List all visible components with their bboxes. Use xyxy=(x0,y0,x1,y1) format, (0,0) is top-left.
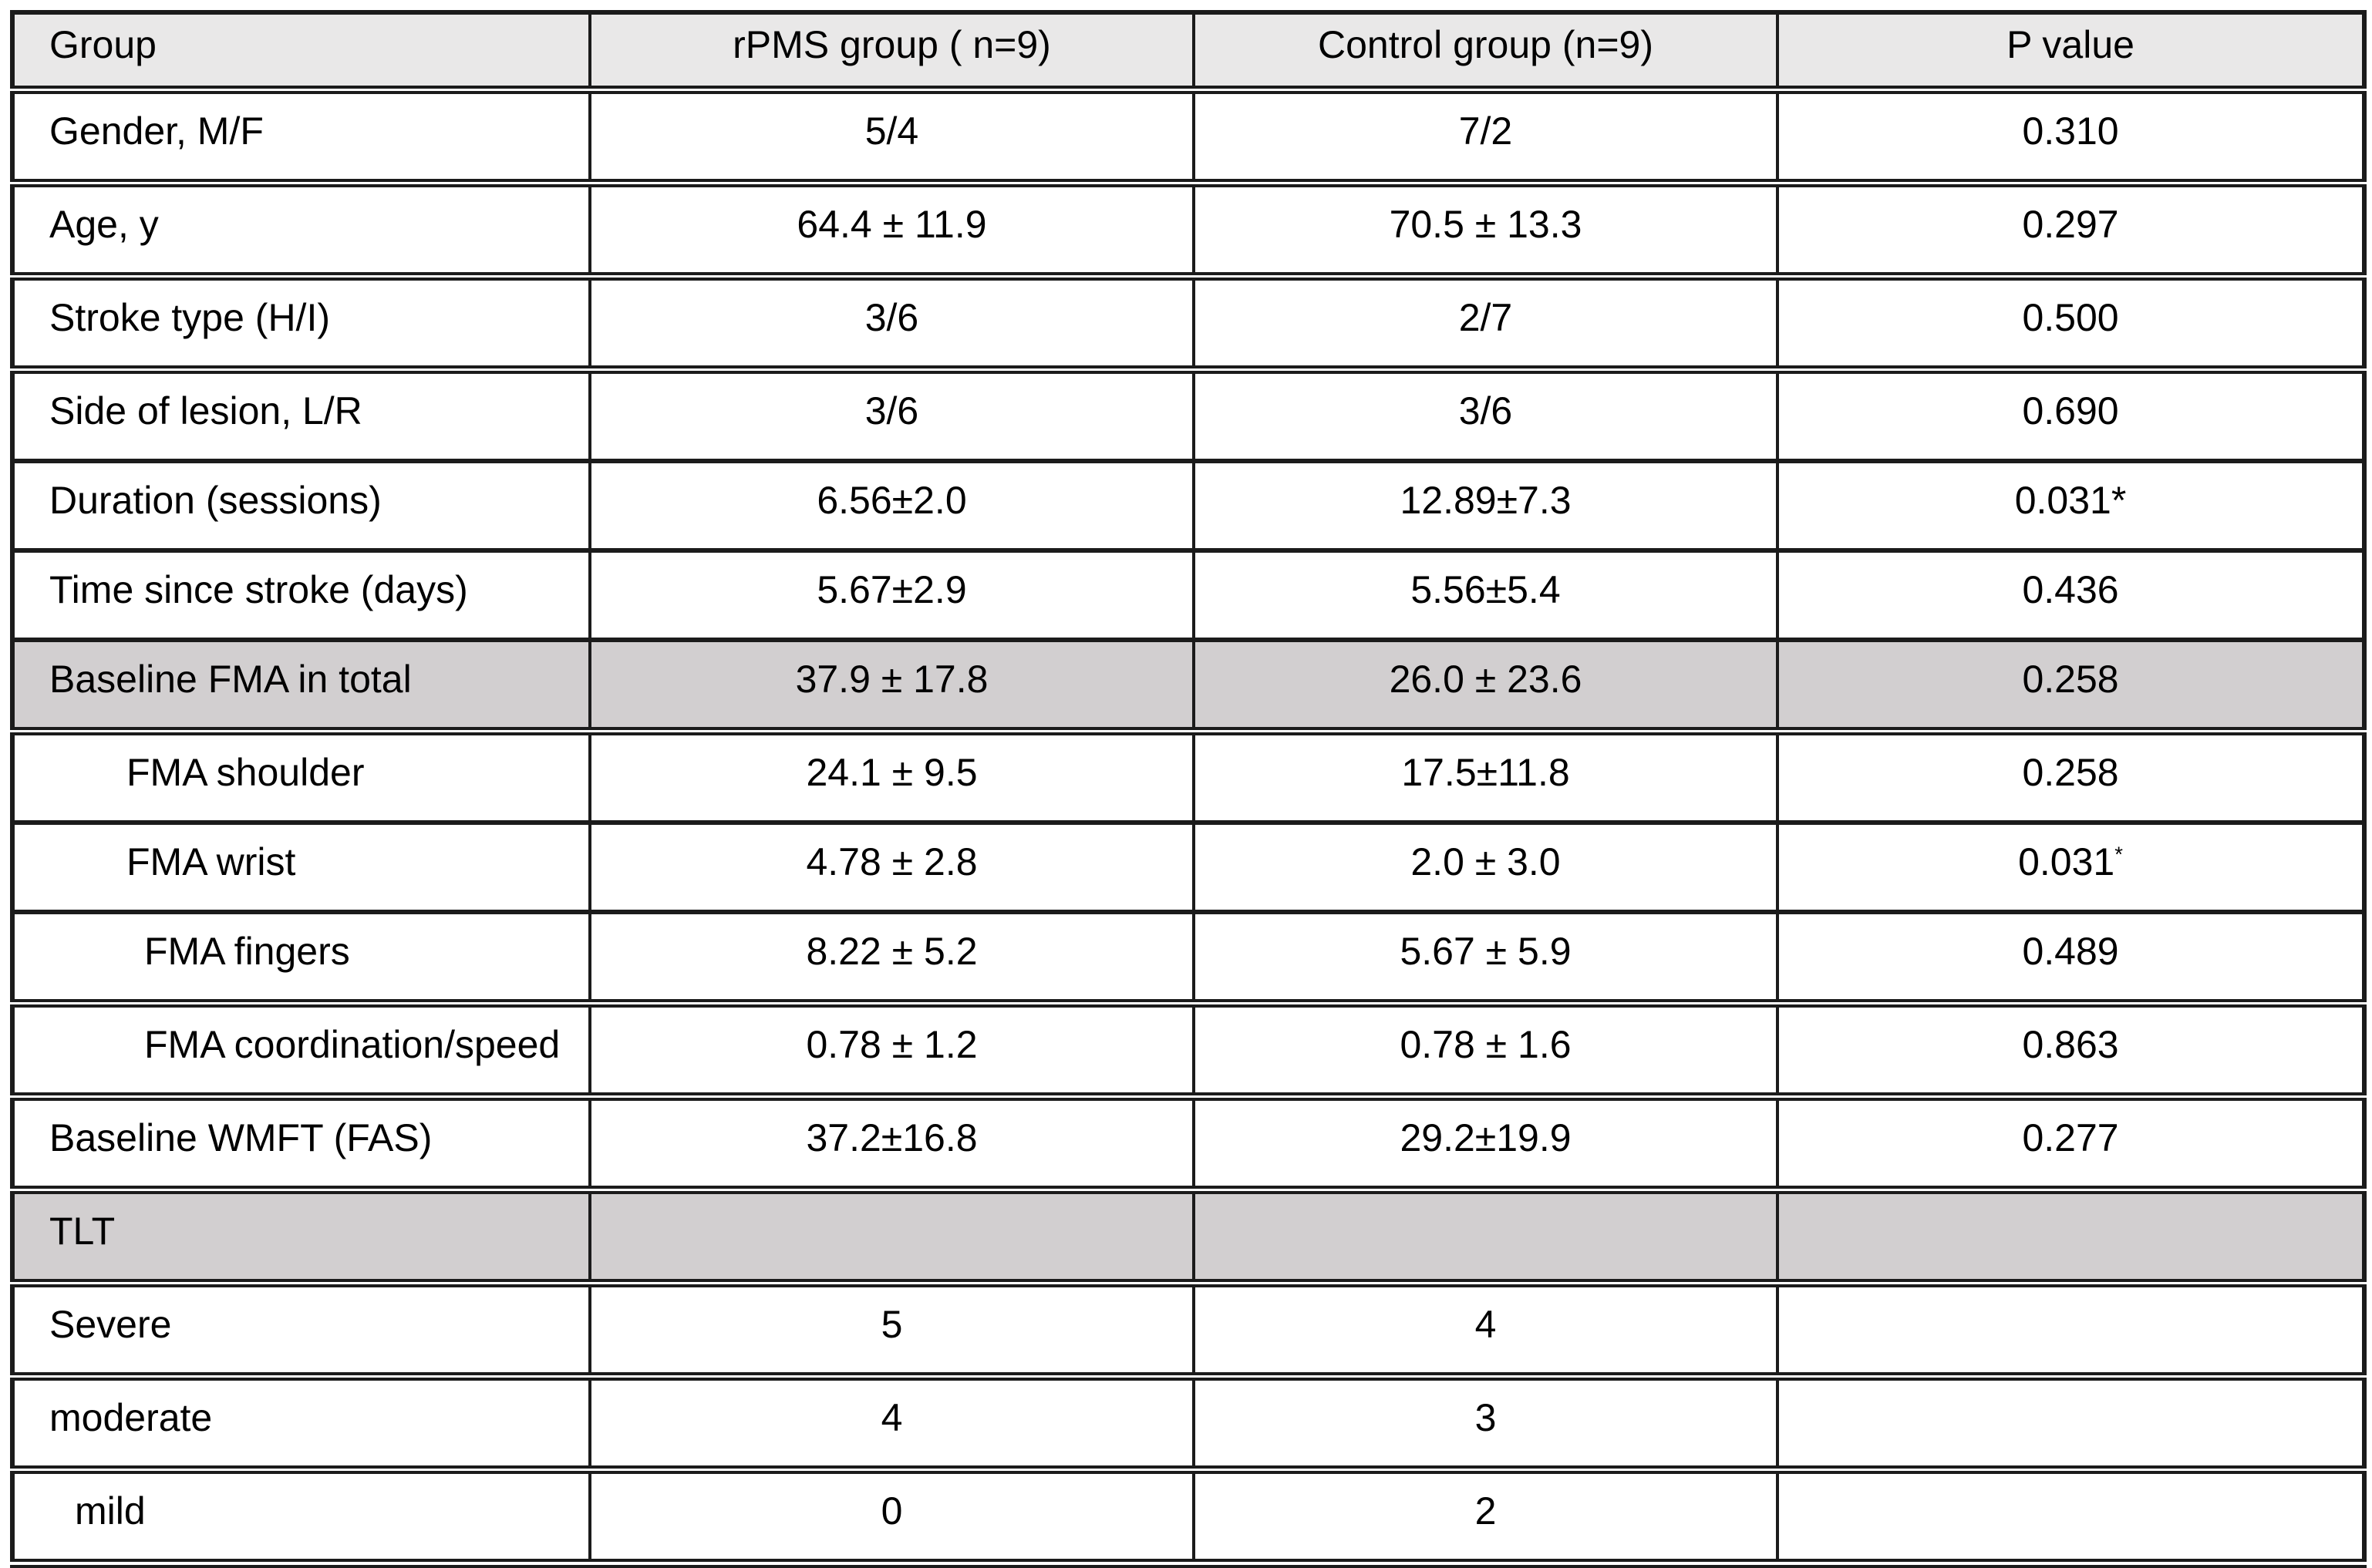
column-header-pvalue: P value xyxy=(1777,12,2364,90)
table-row xyxy=(12,90,2364,183)
table-row xyxy=(12,732,2364,823)
column-header-rpms: rPMS group ( n=9) xyxy=(590,12,1194,90)
cell-p-value xyxy=(1777,1470,2364,1564)
row-label: moderate xyxy=(12,1377,590,1470)
row-label: Gender, M/F xyxy=(12,90,590,183)
row-label: TLT xyxy=(12,1190,590,1284)
cell-p-value xyxy=(1777,1284,2364,1377)
cell-control-value: 12.89±7.3 xyxy=(1194,461,1777,550)
table-row xyxy=(12,1377,2364,1470)
cell-control-value: 3 xyxy=(1194,1377,1777,1470)
cell-p-value: 0.258 xyxy=(1777,732,2364,823)
cell-p-value xyxy=(1777,1190,2364,1284)
cell-rpms-value: 0 xyxy=(590,1470,1194,1564)
cell-rpms-value: 64.4 ± 11.9 xyxy=(590,183,1194,277)
baseline-characteristics-table xyxy=(10,10,2367,1568)
row-label: FMA wrist xyxy=(12,823,590,912)
cell-rpms-value: 4 xyxy=(590,1377,1194,1470)
cell-rpms-value: 37.2±16.8 xyxy=(590,1097,1194,1190)
cell-p-value: 0.489 xyxy=(1777,912,2364,1004)
row-label: Stroke type (H/I) xyxy=(12,277,590,370)
cell-control-value: 7/2 xyxy=(1194,90,1777,183)
cell-control-value: 2.0 ± 3.0 xyxy=(1194,823,1777,912)
p-value-number: 0.031 xyxy=(2018,840,2115,883)
cell-control-value: 2 xyxy=(1194,1470,1777,1564)
table-row xyxy=(12,1004,2364,1097)
row-label: FMA coordination/speed xyxy=(12,1004,590,1097)
table-row xyxy=(12,183,2364,277)
row-label: Baseline FMA in total xyxy=(12,640,590,732)
cell-rpms-value: 8.22 ± 5.2 xyxy=(590,912,1194,1004)
cell-control-value: 70.5 ± 13.3 xyxy=(1194,183,1777,277)
cell-p-value: 0.863 xyxy=(1777,1004,2364,1097)
cell-control-value: 3/6 xyxy=(1194,370,1777,462)
cell-rpms-value: 5/4 xyxy=(590,90,1194,183)
cell-control-value: 5.56±5.4 xyxy=(1194,550,1777,640)
cell-control-value: 5.67 ± 5.9 xyxy=(1194,912,1777,1004)
table-header xyxy=(12,12,2364,90)
cell-p-value: 0.258 xyxy=(1777,640,2364,732)
cell-p-value: 0.310 xyxy=(1777,90,2364,183)
cell-p-value xyxy=(1777,1377,2364,1470)
table-row xyxy=(12,912,2364,1004)
header-row xyxy=(12,12,2364,90)
table-row xyxy=(12,640,2364,732)
row-label: FMA shoulder xyxy=(12,732,590,823)
cell-p-value: 0.297 xyxy=(1777,183,2364,277)
cell-rpms-value: 4.78 ± 2.8 xyxy=(590,823,1194,912)
cell-control-value: 17.5±11.8 xyxy=(1194,732,1777,823)
cell-control-value: 2/7 xyxy=(1194,277,1777,370)
table-row xyxy=(12,461,2364,550)
cell-p-value: 0.277 xyxy=(1777,1097,2364,1190)
cell-rpms-value: 3/6 xyxy=(590,277,1194,370)
cell-rpms-value: 37.9 ± 17.8 xyxy=(590,640,1194,732)
cell-control-value: 26.0 ± 23.6 xyxy=(1194,640,1777,732)
row-label: Time since stroke (days) xyxy=(12,550,590,640)
cell-rpms-value: 5.67±2.9 xyxy=(590,550,1194,640)
cell-control-value: 4 xyxy=(1194,1284,1777,1377)
cell-p-value: 0.500 xyxy=(1777,277,2364,370)
row-label: Duration (sessions) xyxy=(12,461,590,550)
table-row xyxy=(12,370,2364,462)
table-row xyxy=(12,277,2364,370)
cell-p-value: 0.690 xyxy=(1777,370,2364,462)
row-label: Side of lesion, L/R xyxy=(12,370,590,462)
row-label: Age, y xyxy=(12,183,590,277)
cell-rpms-value xyxy=(590,1190,1194,1284)
table-row xyxy=(12,823,2364,912)
table-row xyxy=(12,550,2364,640)
cell-rpms-value: 0.78 ± 1.2 xyxy=(590,1004,1194,1097)
table-row xyxy=(12,1190,2364,1284)
table-row xyxy=(12,1284,2364,1377)
row-label: FMA fingers xyxy=(12,912,590,1004)
table-row xyxy=(12,1470,2364,1564)
cell-p-value: 0.436 xyxy=(1777,550,2364,640)
cell-control-value: 0.78 ± 1.6 xyxy=(1194,1004,1777,1097)
cell-p-value: 0.031* xyxy=(1777,461,2364,550)
row-label: Baseline WMFT (FAS) xyxy=(12,1097,590,1190)
row-label: mild xyxy=(12,1470,590,1564)
cell-rpms-value: 3/6 xyxy=(590,370,1194,462)
row-label: Severe xyxy=(12,1284,590,1377)
table-body xyxy=(12,90,2364,1564)
cell-control-value xyxy=(1194,1190,1777,1284)
significance-asterisk: * xyxy=(2114,842,2123,866)
cell-control-value: 29.2±19.9 xyxy=(1194,1097,1777,1190)
cell-rpms-value: 24.1 ± 9.5 xyxy=(590,732,1194,823)
cell-rpms-value: 6.56±2.0 xyxy=(590,461,1194,550)
table-row xyxy=(12,1097,2364,1190)
column-header-control: Control group (n=9) xyxy=(1194,12,1777,90)
cell-p-value xyxy=(1777,823,2364,912)
column-header-group: Group xyxy=(12,12,590,90)
cell-rpms-value: 5 xyxy=(590,1284,1194,1377)
